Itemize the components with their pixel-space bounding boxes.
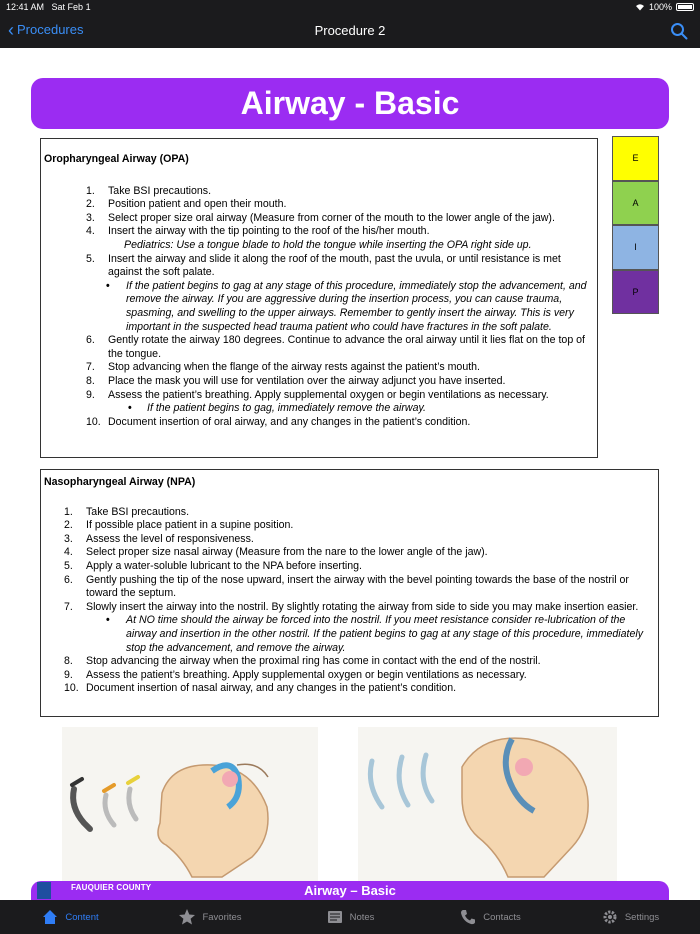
status-bar xyxy=(0,0,700,14)
list-item: 4. Select proper size nasal airway (Measure from the nare to the lower angle of the jaw). xyxy=(64,546,488,559)
status-right xyxy=(635,2,694,12)
list-item: 7. Stop advancing when the flange of the airway rests against the patient’s mouth. xyxy=(86,361,480,374)
force-warning: • At NO time should the airway be forced into the nostril. If you meet resistance consider re-lubrication of the airway and insertion in the other nostril. If the patient begins to gag at any stage of this procedure, immediately stop the advancement, and remove the airway. xyxy=(106,614,644,654)
tab-favorites[interactable] xyxy=(140,900,280,934)
list-item: 2. Position patient and open their mouth. xyxy=(86,198,287,211)
tab-notes[interactable] xyxy=(280,900,420,934)
opa-section xyxy=(40,138,598,458)
list-item: 1. Take BSI precautions. xyxy=(64,505,190,518)
list-item: 1. Take BSI precautions. xyxy=(86,184,212,197)
pediatrics-note: Pediatrics: Use a tongue blade to hold the tongue while inserting the OPA right side up. xyxy=(124,238,532,251)
npa-illustration xyxy=(358,727,617,882)
procedure-banner: Airway - Basic xyxy=(31,78,669,129)
list-item: 9. Assess the patient’s breathing. Apply supplemental oxygen or begin ventilations as necessary. xyxy=(64,668,527,681)
eaip-level-tabs xyxy=(612,136,659,314)
list-item: 9. Assess the patient’s breathing. Apply supplemental oxygen or begin ventilations as necessary. xyxy=(86,388,549,401)
opa-heading: Oropharyngeal Airway (OPA) xyxy=(44,153,189,165)
list-item: 3. Select proper size oral airway (Measure from corner of the mouth to the lower angle of the jaw). xyxy=(86,211,555,224)
level-tab-i[interactable]: I xyxy=(612,225,659,270)
notes-icon xyxy=(326,908,344,926)
footer-title: Airway – Basic xyxy=(304,883,396,898)
footer-org: FAUQUIER COUNTY xyxy=(71,883,152,892)
tab-settings[interactable] xyxy=(560,900,700,934)
list-item: 10. Document insertion of nasal airway, and any changes in the patient’s condition. xyxy=(64,682,457,695)
document-page xyxy=(0,48,700,900)
star-icon xyxy=(178,908,196,926)
opa-illustration xyxy=(62,727,318,882)
page-footer xyxy=(31,881,669,900)
navigation-bar xyxy=(0,14,700,48)
gear-icon xyxy=(601,908,619,926)
tab-content[interactable] xyxy=(0,900,140,934)
level-tab-p[interactable]: P xyxy=(612,270,659,315)
list-item: 6. Gently pushing the tip of the nose upward, insert the airway with the bevel pointing towards the base of the nostril or toward the septum. xyxy=(64,573,629,600)
list-item: 8. Stop advancing the airway when the proximal ring has come in contact with the end of the nostril. xyxy=(64,655,541,668)
tab-favorites-label: Favorites xyxy=(202,911,242,923)
list-item: 3. Assess the level of responsiveness. xyxy=(64,532,254,545)
tab-contacts[interactable] xyxy=(420,900,560,934)
npa-section xyxy=(40,469,659,717)
gag-remove-note: • If the patient begins to gag, immediately remove the airway. xyxy=(128,402,426,415)
npa-heading: Nasopharyngeal Airway (NPA) xyxy=(44,476,196,488)
battery-percent: 100% xyxy=(648,2,672,12)
list-item: 7. Slowly insert the airway into the nostril. By slightly rotating the airway from side to side you may make insertion easier. xyxy=(64,600,639,613)
home-icon xyxy=(41,908,59,926)
list-item: 8. Place the mask you will use for ventilation over the airway adjunct you have inserted. xyxy=(86,374,506,387)
tab-contacts-label: Contacts xyxy=(483,911,521,923)
npa-steps xyxy=(44,506,655,696)
list-item: 5. Apply a water-soluble lubricant to the NPA before inserting. xyxy=(64,559,362,572)
list-item: 2. If possible place patient in a supine position. xyxy=(64,519,294,532)
battery-icon xyxy=(676,3,694,11)
back-label: Procedures xyxy=(17,22,84,37)
list-item: 4. Insert the airway with the tip pointing to the roof of the his/her mouth. xyxy=(86,225,430,238)
page-title: Procedure 2 xyxy=(314,23,386,38)
tab-content-label: Content xyxy=(65,911,99,923)
tab-bar xyxy=(0,900,700,934)
gag-warning: • If the patient begins to gag at any stage of this procedure, immediately stop the advancement, and remove the airway. If you are aggressive during the insertion process, you can cause trauma, spasming, and swelling to the upper airways. Remember to gently insert the airway. This is very important in the suspected head trauma patient who could have fractures in the soft palate. xyxy=(106,279,587,333)
wifi-icon xyxy=(635,3,645,11)
list-item: 5. Insert the airway and slide it along the roof of the mouth, past the uvula, or until resistance is met against the soft palate. xyxy=(86,252,561,279)
chevron-left-icon: ‹ xyxy=(8,19,14,40)
tab-notes-label: Notes xyxy=(349,911,375,923)
opa-steps xyxy=(44,185,594,430)
list-item: 6. Gently rotate the airway 180 degrees. Continue to advance the oral airway until it lies flat on the top of the tongue. xyxy=(86,334,585,360)
phone-icon xyxy=(459,908,477,926)
level-tab-a[interactable]: A xyxy=(612,181,659,226)
level-tab-e[interactable]: E xyxy=(612,136,659,181)
tab-settings-label: Settings xyxy=(624,911,660,923)
list-item: 10. Document insertion of oral airway, and any changes in the patient’s condition. xyxy=(86,415,471,428)
status-time: 12:41 AM Sat Feb 1 xyxy=(6,2,91,12)
search-icon[interactable] xyxy=(670,22,688,40)
